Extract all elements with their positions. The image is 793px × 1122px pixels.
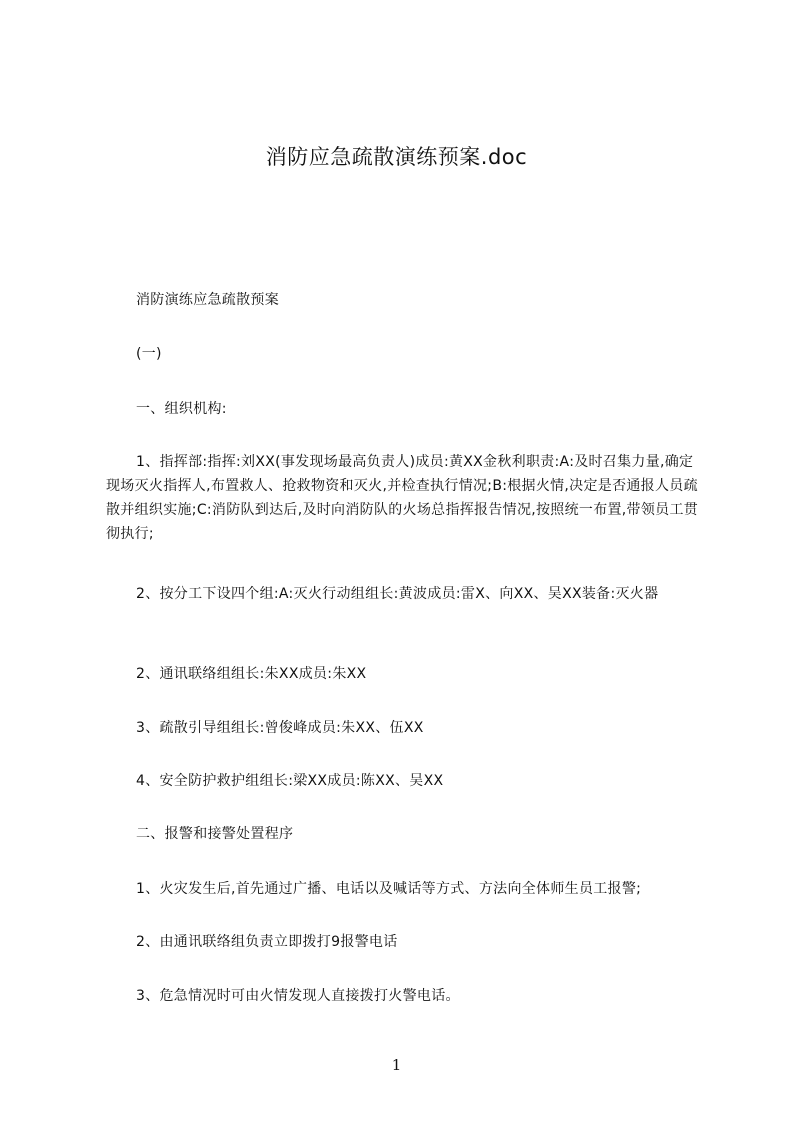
document-title: 消防应急疏散演练预案.doc	[265, 145, 528, 169]
alarm-step-3: 3、危急情况时可由火情发现人直接拨打火警电话。	[136, 988, 460, 1004]
section-2-title: 二、报警和接警处置程序	[136, 826, 294, 842]
alarm-step-2: 2、由通讯联络组负责立即拨打9报警电话	[136, 934, 398, 950]
organization-item-1: 1、指挥部:指挥:刘XX(事发现场最高负责人)成员:黄XX金秋利职责:A:及时召集力量,确定现场灭火指挥人,布置救人、抢救物资和灭火,并检查执行情况;B:根据火情,决定是否通报人员疏散并组织实施;C:消防队到达后,及时向消防队的火场总指挥报告情况,按照统一布置,带领员工贯彻执行;	[106, 454, 699, 542]
plan-heading: 消防演练应急疏散预案	[136, 292, 279, 308]
organization-item-3: 2、通讯联络组组长:朱XX成员:朱XX	[136, 666, 367, 682]
alarm-step-1: 1、火灾发生后,首先通过广播、电话以及喊话等方式、方法向全体师生员工报警;	[136, 881, 642, 897]
page-number: 1	[391, 1056, 402, 1074]
organization-item-4: 3、疏散引导组组长:曾俊峰成员:朱XX、伍XX	[136, 720, 424, 736]
organization-item-2: 2、按分工下设四个组:A:灭火行动组组长:黄波成员:雷X、向XX、吴XX装备:灭火器	[136, 586, 659, 602]
section-1-title: 一、组织机构:	[136, 401, 227, 417]
organization-item-5: 4、安全防护救护组组长:梁XX成员:陈XX、吴XX	[136, 773, 444, 789]
section-mark: (一)	[136, 346, 162, 362]
